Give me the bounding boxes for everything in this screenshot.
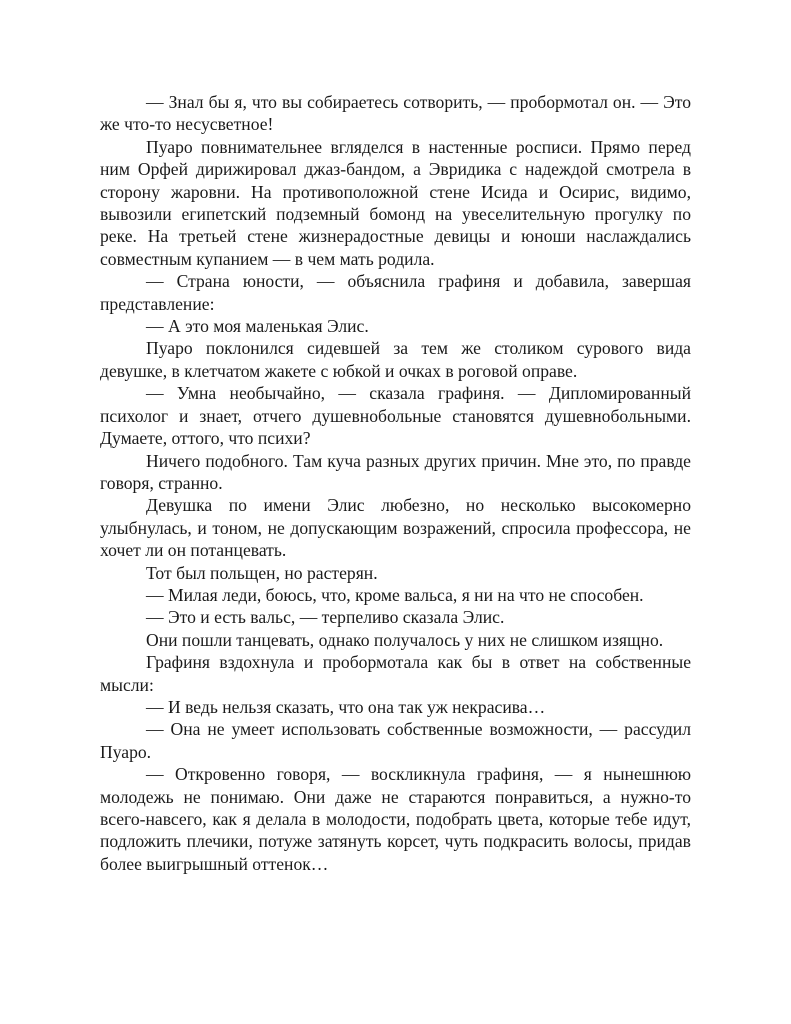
paragraph: Они пошли танцевать, однако получалось у них не слишком изящно. xyxy=(146,629,664,650)
paragraph: — Страна юности, — объяснила графиня и добавила, завершая представление: xyxy=(100,271,691,314)
paragraph: Пуаро поклонился сидевшей за тем же столиком сурового вида девушке, в клетчатом жакете с юбкой и очках в роговой оправе. xyxy=(100,338,691,381)
paragraph: Пуаро повнимательнее вгляделся в настенные росписи. Прямо перед ним Орфей дирижировал джаз-бандом, а Эвридика с надеждой смотрела в сторону жаровни. На противоположной стене Исида и Осирис, видимо, вывозили египетский подземный бомонд на увеселительную прогулку по реке. На третьей стене жизнерадостные девицы и юноши наслаждались совместным купанием — в чем мать родила. xyxy=(100,136,691,269)
paragraph: — Она не умеет использовать собственные возможности, — рассудил Пуаро. xyxy=(100,719,691,762)
paragraph: — Умна необычайно, — сказала графиня. — Дипломированный психолог и знает, отчего душевнобольные становятся душевнобольными. Думаете, оттого, что психи? xyxy=(100,383,691,449)
paragraph: Тот был польщен, но растерян. xyxy=(146,562,378,583)
paragraph: — А это моя маленькая Элис. xyxy=(146,316,369,337)
paragraph: Графиня вздохнула и пробормотала как бы в ответ на собственные мысли: xyxy=(100,652,691,695)
paragraph: — Милая леди, боюсь, что, кроме вальса, я ни на что не способен. xyxy=(146,584,644,605)
paragraph: — Откровенно говоря, — воскликнула графиня, — я нынешнюю молодежь не понимаю. Они даже не стараются понравиться, а нужно-то всего-навсего, как я делала в молодости, подобрать цвета, которые тебе идут, подложить плечики, потуже затянуть корсет, чуть подкрасить волосы, придав более выигрышный оттенок… xyxy=(100,764,691,874)
paragraph: Девушка по имени Элис любезно, но несколько высокомерно улыбнулась, и тоном, не допускающим возражений, спросила профессора, не хочет ли он потанцевать. xyxy=(100,495,691,561)
document-page xyxy=(100,91,691,875)
paragraph: Ничего подобного. Там куча разных других причин. Мне это, по правде говоря, странно. xyxy=(100,450,691,493)
paragraph: — И ведь нельзя сказать, что она так уж некрасива… xyxy=(146,696,546,717)
paragraph: — Знал бы я, что вы собираетесь сотворить, — пробормотал он. — Это же что-то несусветное! xyxy=(100,92,691,135)
paragraph: — Это и есть вальс, — терпеливо сказала Элис. xyxy=(146,607,505,628)
